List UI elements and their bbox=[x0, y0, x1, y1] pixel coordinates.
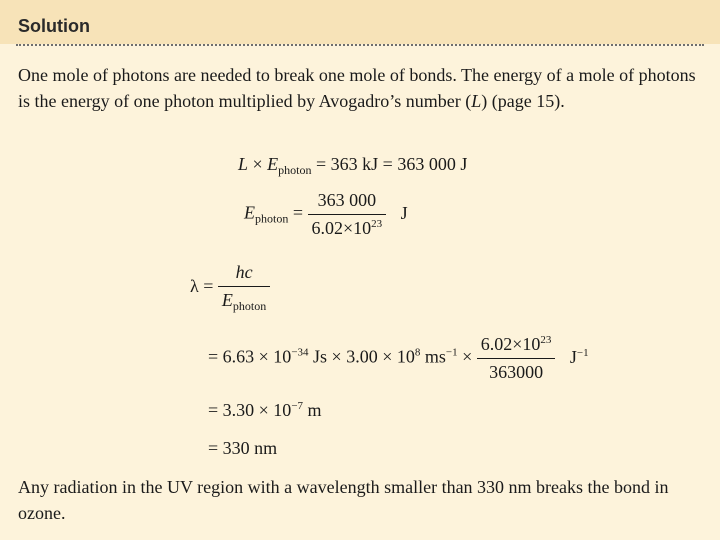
eq3-denominator bbox=[218, 287, 270, 314]
eq4-exp3: −1 bbox=[445, 346, 458, 359]
eq3-den-E: E bbox=[221, 290, 233, 310]
eq3-numerator: hc bbox=[218, 262, 270, 287]
equation-substitution bbox=[208, 334, 589, 383]
eq5-exp: −7 bbox=[291, 400, 304, 412]
intro-paragraph bbox=[18, 62, 708, 114]
eq2-den-exp: 23 bbox=[371, 218, 383, 230]
eq4-exp2: 8 bbox=[414, 346, 421, 359]
eq3-fraction bbox=[218, 262, 270, 314]
eq5-pre: = 3.30 × 10 bbox=[208, 400, 292, 420]
equation-result-nm: = 330 nm bbox=[208, 438, 278, 458]
equation-photon-energy bbox=[244, 190, 408, 239]
eq2-denominator bbox=[308, 215, 387, 239]
equation-energy-total bbox=[238, 154, 467, 178]
dotted-divider bbox=[16, 44, 704, 46]
eq4-exp1: −34 bbox=[291, 346, 309, 359]
eq4-num-base: 6.02×10 bbox=[480, 334, 541, 354]
eq2-eq: = bbox=[288, 202, 308, 223]
intro-text-a: One mole of photons are needed to break one mole of bonds. The energy of a mole of photons is the energy of one photon multiplied by Avogadro’s number ( bbox=[18, 65, 696, 111]
eq4-unit-base: J bbox=[569, 346, 577, 367]
eq2-numerator: 363 000 bbox=[308, 190, 387, 215]
eq2-sub: photon bbox=[255, 211, 289, 226]
eq1-L: L bbox=[238, 154, 249, 174]
eq4-unit-exp: −1 bbox=[576, 346, 589, 359]
eq3-lambda: λ = bbox=[190, 276, 218, 297]
equation-wavelength bbox=[190, 262, 270, 314]
eq1-E: E bbox=[267, 154, 279, 174]
solution-title: Solution bbox=[18, 16, 90, 36]
eq1-sub: photon bbox=[278, 163, 312, 177]
solution-header bbox=[0, 0, 720, 44]
intro-L: L bbox=[471, 91, 482, 111]
intro-text-b: ) (page 15). bbox=[481, 91, 565, 111]
eq4-numerator bbox=[477, 334, 556, 359]
eq4-fraction bbox=[477, 334, 556, 383]
eq2-unit: J bbox=[400, 202, 408, 223]
eq4-mid: Js × 3.00 × 10 bbox=[308, 346, 415, 367]
eq5-post: m bbox=[303, 400, 322, 420]
eq4-pre: = 6.63 × 10 bbox=[208, 346, 292, 367]
eq4-times: × bbox=[457, 346, 477, 367]
eq4-unit bbox=[570, 347, 589, 367]
eq2-den-base: 6.02×10 bbox=[311, 218, 372, 238]
equation-result-meters bbox=[208, 400, 322, 421]
eq4-denominator: 363000 bbox=[489, 362, 544, 382]
conclusion-paragraph: Any radiation in the UV region with a wavelength smaller than 330 nm breaks the bond in ozone. bbox=[18, 477, 669, 523]
eq4-ms: ms bbox=[420, 346, 446, 367]
eq2-fraction bbox=[308, 190, 387, 239]
eq1-rhs: = 363 kJ = 363 000 J bbox=[311, 154, 468, 174]
eq1-times: × bbox=[248, 154, 268, 174]
eq2-E: E bbox=[244, 202, 255, 223]
eq4-num-exp: 23 bbox=[540, 334, 552, 346]
eq3-den-sub: photon bbox=[232, 299, 267, 313]
